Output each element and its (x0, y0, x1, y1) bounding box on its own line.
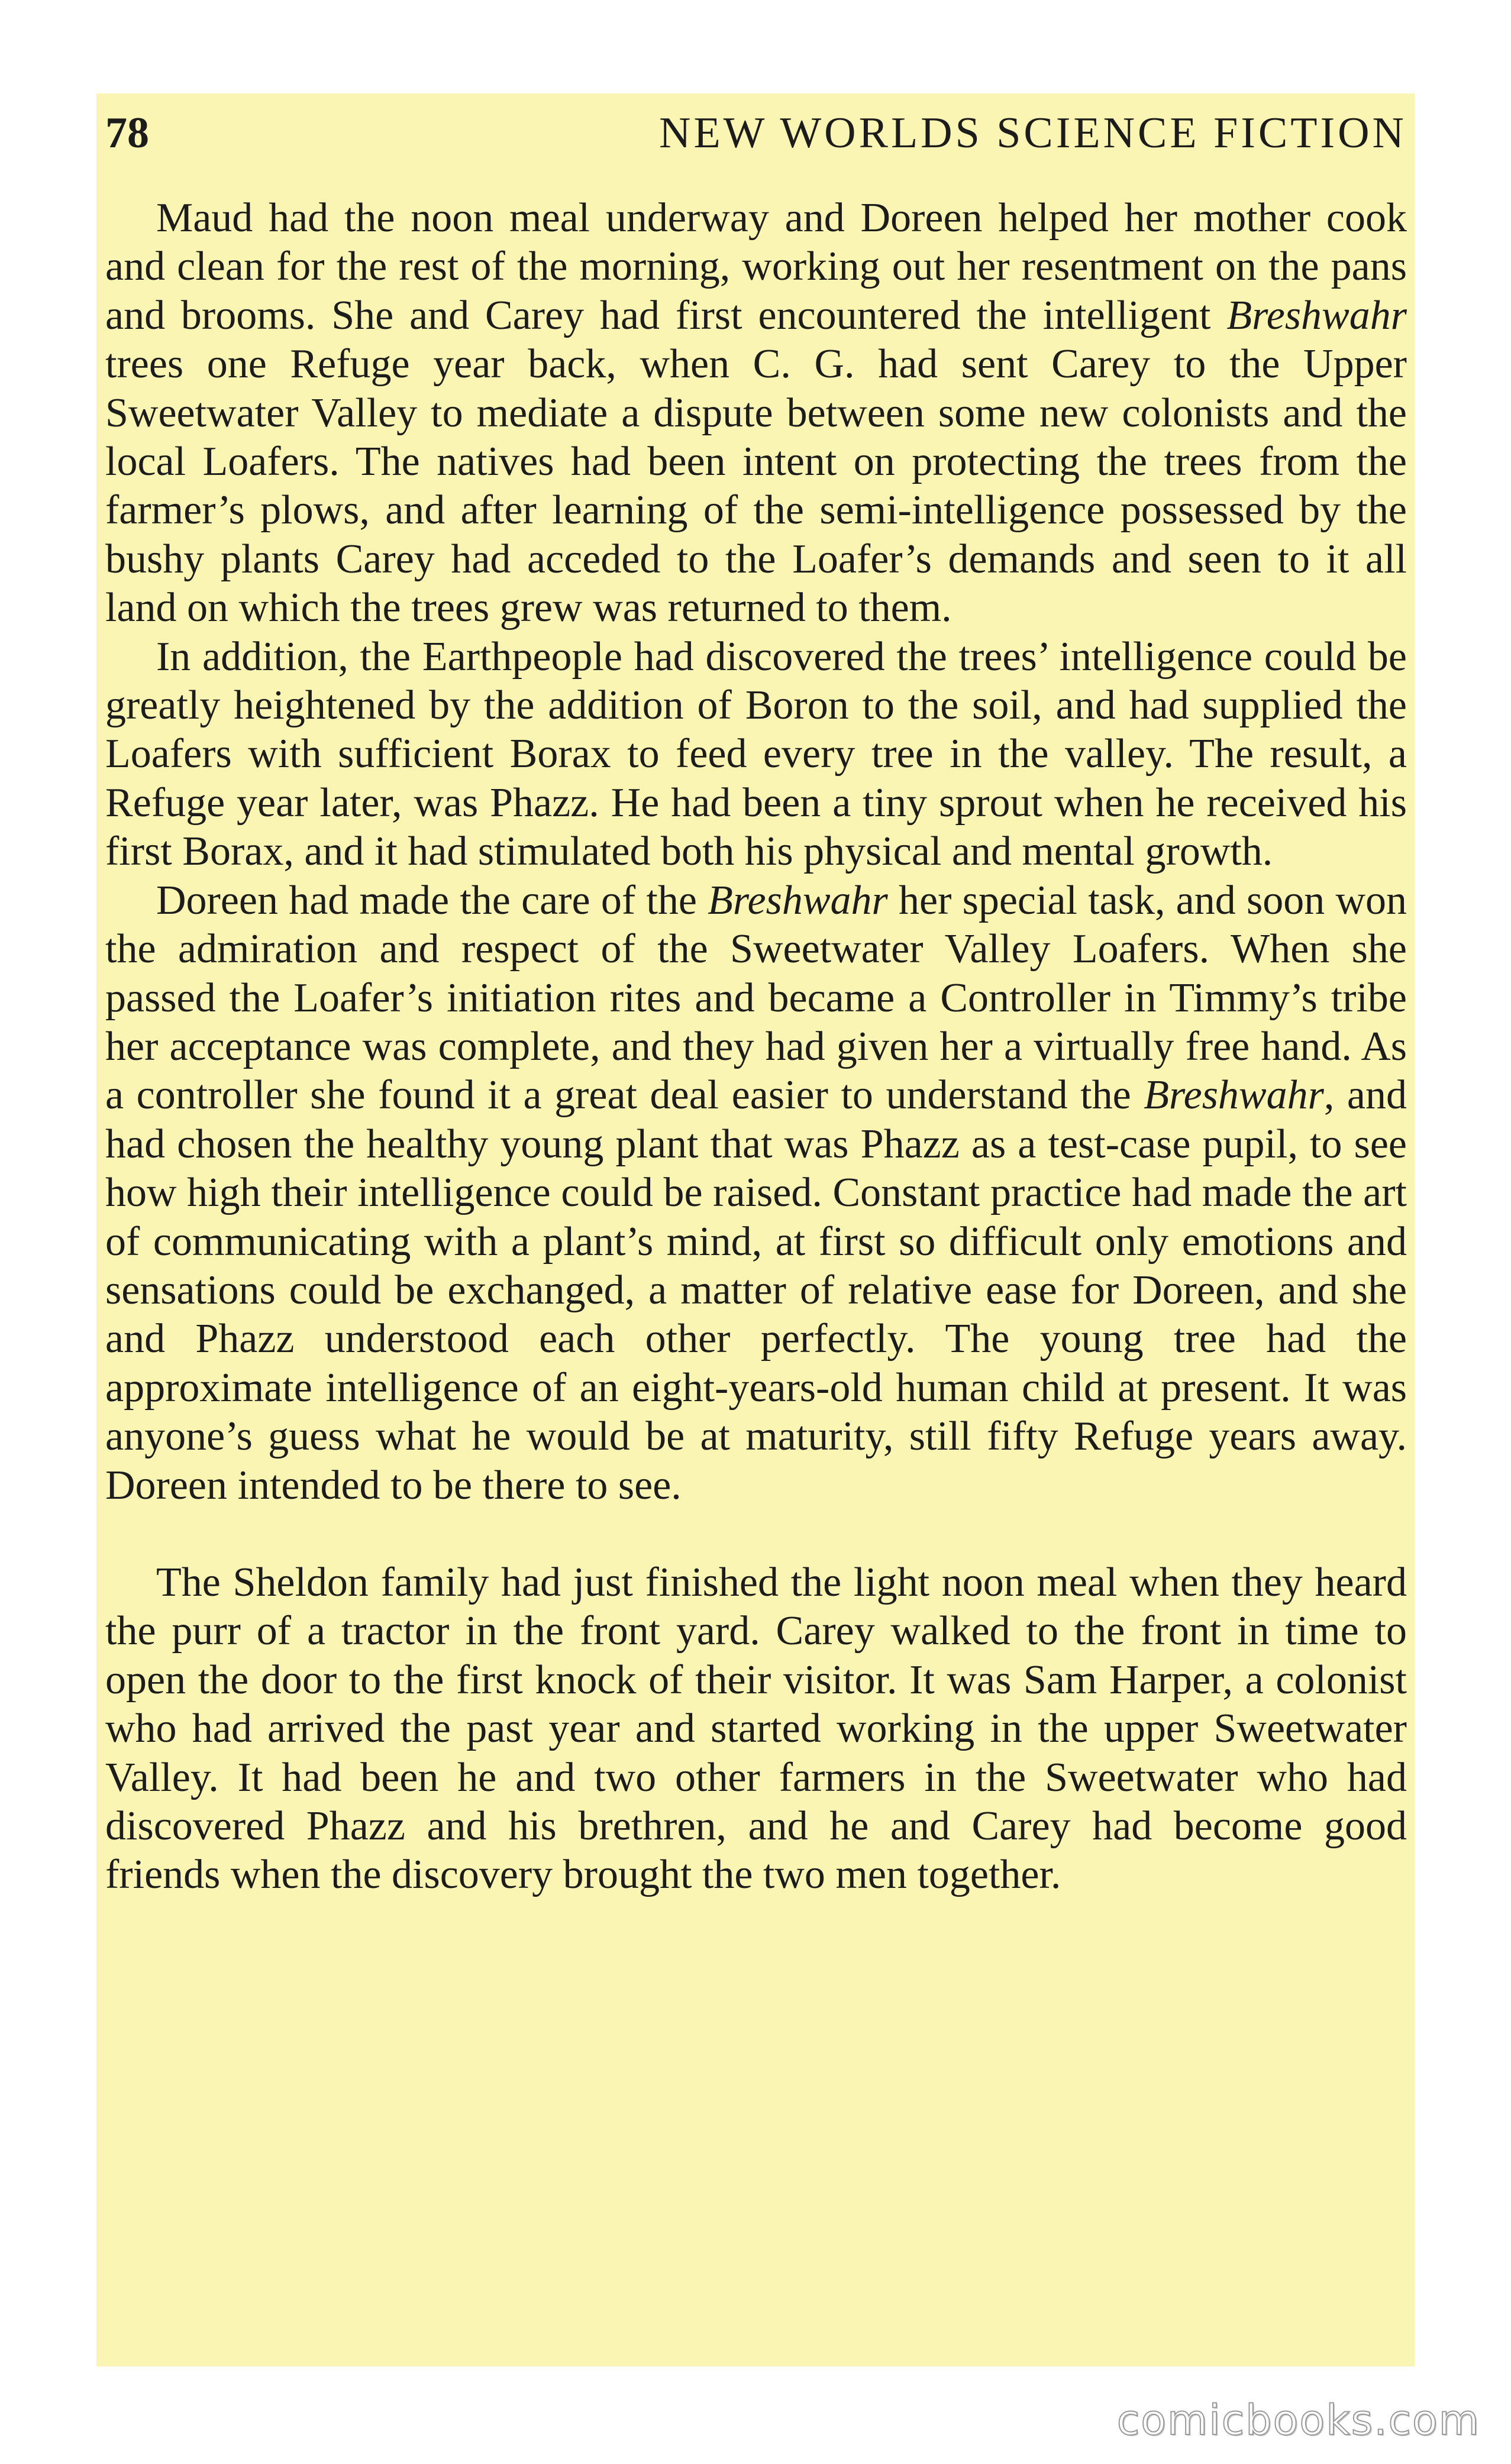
running-title: NEW WORLDS SCIENCE FICTION (659, 109, 1407, 157)
italic-term: Breshwahr (708, 877, 888, 923)
section-break (105, 1510, 1407, 1558)
italic-term: Breshwahr (1144, 1072, 1324, 1118)
italic-term: Breshwahr (1226, 292, 1407, 338)
paragraph-4: The Sheldon family had just finished the light noon meal when they heard the purr of a tractor in the front yard. Carey walked to the front in time to open the door to the first knock of their visitor. It was Sam Harper, a colonist who had arrived the past year and started working in the upper Sweetwater Valley. It had been he and two other farmers in the Sweetwater who had discovered Phazz and his brethren, and he and Carey had become good friends when the discovery brought the two men together. (105, 1559, 1407, 1898)
page-header (105, 101, 1407, 166)
paragraph-2: In addition, the Earthpeople had discovered the trees’ intelligence could be greatly heightened by the addition of Boron to the soil, and had supplied the Loafers with sufficient Borax to feed every tree in the valley. The result, a Refuge year later, was Phazz. He had been a tiny sprout when he received his first Borax, and it had stimulated both his physical and mental growth. (105, 633, 1407, 875)
story-text (105, 194, 1407, 1900)
page-number: 78 (105, 109, 149, 157)
watermark: comicbooks.com (1116, 2396, 1480, 2444)
paragraph-1: Maud had the noon meal underway and Doreen helped her mother cook and clean for the rest of the morning, working out her resentment on the pans and brooms. She and Carey had first encountered the intelligent Breshwahr trees one Refuge year back, when C. G. had sent Carey to the Upper Sweetwater Valley to mediate a dispute between some new colonists and the local Loafers. The natives had been intent on protecting the trees from the farmer’s plows, and after learning of the semi-intelligence possessed by the bushy plants Carey had acceded to the Loafer’s demands and seen to it all land on which the trees grew was returned to them. (105, 195, 1407, 631)
paragraph-3: Doreen had made the care of the Breshwahr her special task, and soon won the admiration and respect of the Sweetwater Valley Loafers. When she passed the Loafer’s initiation rites and became a Controller in Timmy’s tribe her acceptance was complete, and they had given her a virtually free hand. As a controller she found it a great deal easier to understand the Breshwahr, and had chosen the healthy young plant that was Phazz as a test-case pupil, to see how high their intelligence could be raised. Constant practice had made the art of communicating with a plant’s mind, at first so difficult only emotions and sensations could be exchanged, a matter of relative ease for Doreen, and she and Phazz understood each other perfectly. The young tree had the approximate intelligence of an eight-years-old human child at present. It was anyone’s guess what he would be at maturity, still fifty Refuge years away. Doreen intended to be there to see. (105, 877, 1407, 1508)
